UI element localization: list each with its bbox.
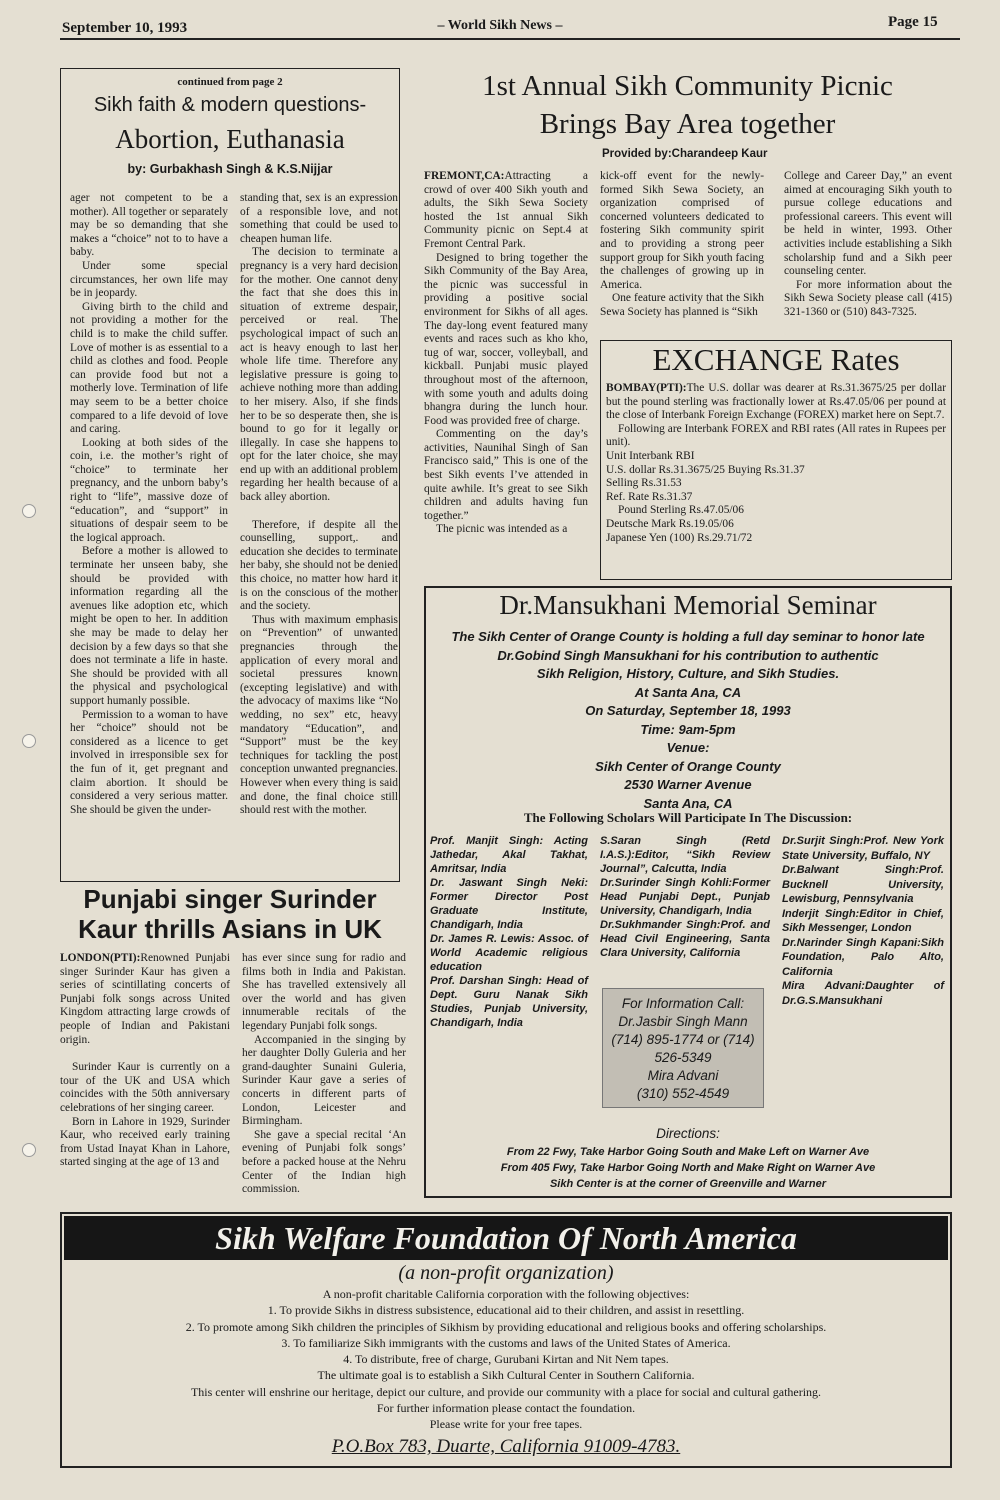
scholar-entry: Dr. James R. Lewis: Assoc. of World Academic religious education bbox=[430, 933, 588, 973]
header-paper-name: – World Sikh News – bbox=[437, 18, 563, 33]
exchange-line: Pound Sterling Rs.47.05/06 bbox=[618, 504, 744, 517]
seminar-scholars-column-1 bbox=[430, 834, 588, 1029]
singer-paragraph: LONDON(PTI):Renowned Punjabi singer Surinder Kaur has given a series of scintillating concerts of Punjabi folk songs across United Kingdom attracting large crowds of people of Indian and Pakistani origin. bbox=[60, 952, 230, 1046]
welfare-line: 4. To distribute, free of charge, Gurubani Kirtan and Nit Nem tapes. bbox=[343, 1352, 669, 1367]
welfare-line: The ultimate goal is to establish a Sikh Cultural Center in Southern California. bbox=[317, 1368, 695, 1383]
header-date: September 10, 1993 bbox=[62, 20, 188, 36]
exchange-body bbox=[606, 382, 946, 578]
welfare-objectives bbox=[64, 1286, 948, 1433]
abortion-paragraph: Looking at both sides of the coin, i.e. the mother’s right of “choice” to terminate her pregnancy, and the unborn baby’s right to “life”, massive doze of “education”, and “support” in situations of despair seem to be the logical approach. bbox=[70, 436, 228, 544]
scholar-entry: Dr. Jaswant Singh Neki: Former Director Post Graduate Institute, Chandigarh, India bbox=[430, 877, 588, 931]
exchange-title: EXCHANGE Rates bbox=[652, 342, 900, 377]
welfare-line: 1. To provide Sikhs in distress subsistence, educational aid to their children, and assist in resettling. bbox=[267, 1303, 745, 1318]
exchange-line: Japanese Yen (100) Rs.29.71/72 bbox=[606, 531, 753, 544]
welfare-address: P.O.Box 783, Duarte, California 91009-4783. bbox=[331, 1436, 681, 1457]
picnic-paragraph: College and Career Day,” an event aimed at encouraging Sikh youth to pursue college educations and professional careers. This event will be held in winter, 1993. Other activities include establishing a Sikh scholarship fund and a Sikh peer counseling center. bbox=[784, 170, 952, 278]
punch-hole bbox=[22, 504, 36, 518]
seminar-intro-line: Dr.Gobind Singh Mansukhani for his contribution to authentic bbox=[497, 647, 879, 663]
punch-hole bbox=[22, 734, 36, 748]
scholar-entry: Mira Advani:Daughter of Dr.G.S.Mansukhani bbox=[782, 980, 944, 1007]
direction-line: From 405 Fwy, Take Harbor Going North and Make Right on Warner Ave bbox=[500, 1162, 876, 1174]
seminar-intro-line: At Santa Ana, CA bbox=[634, 684, 742, 700]
welfare-line: For further information please contact the foundation. bbox=[376, 1401, 636, 1416]
singer-paragraph: has ever since sung for radio and films both in India and Pakistan. She has travelled extensively all over the world and has given innumerable recitals of the legendary Punjabi folk songs. bbox=[242, 952, 406, 1032]
info-line: (310) 552-4549 bbox=[636, 1086, 730, 1101]
exchange-intro-2: Following are Interbank FOREX and RBI rates (All rates in Rupees per unit). bbox=[606, 422, 946, 449]
welfare-line: 3. To familiarize Sikh immigrants with the customs and laws of the United States of America. bbox=[281, 1335, 731, 1350]
direction-line: From 22 Fwy, Take Harbor Going South and Make Left on Warner Ave bbox=[506, 1146, 870, 1158]
welfare-subtitle: (a non-profit organization) bbox=[398, 1262, 614, 1284]
abortion-paragraph: Therefore, if despite all the counselling, support,. and education she decides to terminate her baby, she should not be denied this choice, no matter how hard it is on the conscious of the mother and the society. bbox=[240, 518, 398, 613]
scholar-entry: Dr.Surinder Singh Kohli:Former Head Punjabi Dept., Punjab University, Chandigarh, India bbox=[600, 877, 770, 917]
seminar-intro-line: On Saturday, September 18, 1993 bbox=[585, 703, 791, 718]
exchange-line: Deutsche Mark Rs.19.05/06 bbox=[606, 517, 734, 530]
singer-title-line1: Punjabi singer Surinder bbox=[83, 884, 377, 914]
picnic-title-line1: 1st Annual Sikh Community Picnic bbox=[482, 70, 893, 102]
singer-paragraph: She gave a special recital ‘An evening of Punjabi folk songs’ before a packed house at the Nehru Center of the Indian high commission. bbox=[242, 1128, 406, 1196]
info-line: 526-5349 bbox=[654, 1050, 712, 1065]
scholar-entry: Prof. Manjit Singh: Acting Jathedar, Akal Takhat, Amritsar, India bbox=[430, 835, 588, 875]
seminar-scholars-column-2 bbox=[600, 834, 770, 974]
abortion-paragraph: Under some special circumstances, her own life may be in jeopardy. bbox=[70, 259, 228, 300]
picnic-credit: Provided by:Charandeep Kaur bbox=[602, 148, 768, 160]
abortion-paragraph: Permission to a woman to have her “choice” should not be considered as a licence to get involved in irresponsible sex for the fun of it, get pregnant and claim abortion. It should be considered a very serious matter. She should be given the under- bbox=[70, 708, 228, 816]
singer-title-line2: Kaur thrills Asians in UK bbox=[78, 914, 382, 944]
abortion-paragraph: Before a mother is allowed to terminate her unseen baby, she should be provided with information regarding all the avenues like adoption etc, which might be open to her. In addition she may be made to delay her decision by a few days so that she does not terminate a life in haste. She should be provided with all the physical and psychological support humanly possible. bbox=[70, 545, 228, 707]
picnic-column-3 bbox=[784, 170, 952, 336]
welfare-line: A non-profit charitable California corporation with the following objectives: bbox=[322, 1287, 690, 1301]
singer-column-1 bbox=[60, 952, 230, 1204]
scholar-entry: Dr.Balwant Singh:Prof. Bucknell University, Lewisburg, Pennsylvania bbox=[782, 864, 944, 905]
picnic-paragraph: FREMONT,CA:Attracting a crowd of over 400 Sikh youth and adults, the Sikh Sewa Society hosted the 1st annual Sikh Community picnic on Sept.4 at Fremont Central Park. bbox=[424, 170, 588, 250]
seminar-directions bbox=[424, 1144, 952, 1192]
abortion-paragraph: Thus with maximum emphasis on “Prevention” of unwanted pregnancies through the application of every moral and societal pressures known (excepting legislative) and with the advocacy of maxims like “No wedding, no sex” etc, heavy mandatory “Education”, and “Support” must be the key techniques for tackling the post conception unwanted pregnancies. However when every thing is said and done, the final choice still should rest with the mother. bbox=[240, 613, 398, 817]
abortion-title-line1: Sikh faith & modern questions- bbox=[93, 94, 367, 116]
exchange-line: U.S. dollar Rs.31.3675/25 Buying Rs.31.37 bbox=[606, 463, 805, 476]
scholar-entry: Dr.Narinder Singh Kapani:Sikh Foundation, Palo Alto, California bbox=[782, 936, 944, 978]
info-line: (714) 895-1774 or (714) bbox=[611, 1032, 755, 1047]
abortion-paragraph: standing that, sex is an expression of a responsible love, and not something that could be used to cheapen human life. bbox=[240, 192, 398, 245]
picnic-paragraph: One feature activity that the Sikh Sewa Society has planned is “Sikh bbox=[600, 292, 764, 318]
abortion-kicker: continued from page 2 bbox=[177, 76, 283, 88]
singer-dateline: LONDON(PTI): bbox=[60, 952, 141, 964]
scholar-entry: S.Saran Singh (Retd I.A.S.):Editor, “Sikh Review Journal”, Calcutta, India bbox=[600, 835, 770, 875]
picnic-paragraph: The picnic was intended as a bbox=[436, 523, 568, 536]
picnic-paragraph: Commenting on the day’s activities, Naunihal Singh of San Francisco said,” This is one of the best Sikh events I’ve attended in quite awhile. It’s great to see Sikh children and adults having fun together.” bbox=[424, 428, 588, 522]
info-line: Dr.Jasbir Singh Mann bbox=[618, 1014, 748, 1029]
seminar-scholars-column-3 bbox=[782, 834, 944, 1054]
seminar-intro-line: The Sikh Center of Orange County is holding a full day seminar to honor late bbox=[451, 629, 925, 644]
seminar-intro-line: Sikh Center of Orange County bbox=[595, 758, 781, 774]
seminar-intro-line: Time: 9am-5pm bbox=[640, 721, 736, 737]
exchange-line: Selling Rs.31.53 bbox=[606, 477, 682, 490]
exchange-line: Ref. Rate Rs.31.37 bbox=[606, 490, 693, 503]
welfare-title: Sikh Welfare Foundation Of North America bbox=[64, 1216, 948, 1260]
picnic-paragraph: Designed to bring together the Sikh Community of the Bay Area, the picnic was successful in providing a positive social environment for Sikhs of all ages. The day-long event featured many events and races such as kho kho, tug of war, soccer, volleyball, and kickball. Punjabi music played throughout most of the afternoon, with some youth and adults doing bhangra during the lunch hour. Food was provided free of charge. bbox=[424, 251, 588, 427]
singer-paragraph: Accompanied in the singing by her daughter Dolly Guleria and her grand-daughter Sunaini Guleria, Surinder Kaur gave a series of concerts in different parts of London, Leicester and Birmingham. bbox=[242, 1033, 406, 1128]
exchange-intro: BOMBAY(PTI):The U.S. dollar was dearer at Rs.31.3675/25 per dollar but the pound sterling was fractionally lower at Rs.47.05/06 per pound at the close of Interbank Foreign Exchange (FOREX) market here on Sept.7. bbox=[606, 382, 946, 422]
info-line: For Information Call: bbox=[621, 996, 745, 1011]
abortion-byline: by: Gurbakhash Singh & K.S.Nijjar bbox=[127, 162, 333, 176]
picnic-dateline: FREMONT,CA: bbox=[424, 170, 505, 182]
seminar-intro-line: Sikh Religion, History, Culture, and Sikh Studies. bbox=[536, 666, 840, 681]
seminar-title: Dr.Mansukhani Memorial Seminar bbox=[499, 590, 877, 620]
seminar-scholars-heading: The Following Scholars Will Participate In The Discussion: bbox=[523, 810, 853, 825]
abortion-paragraph: ager not competent to be a mother). All together or separately may be so demanding that she makes a “choice” not to to have a baby. bbox=[70, 192, 228, 259]
info-line: Mira Advani bbox=[647, 1068, 719, 1083]
seminar-intro-line: Venue: bbox=[666, 740, 710, 755]
scholar-entry: Dr.Sukhmander Singh:Prof. and Head Civil Engineering, Santa Clara University, California bbox=[600, 919, 770, 959]
exchange-dateline: BOMBAY(PTI): bbox=[606, 382, 687, 394]
seminar-info-box bbox=[602, 988, 764, 1108]
abortion-column-1 bbox=[70, 192, 228, 882]
welfare-line: 2. To promote among Sikh children the principles of Sikhism by providing educational and religious books and offering scholarships. bbox=[185, 1319, 827, 1334]
scholar-entry: Prof. Darshan Singh: Head of Dept. Guru Nanak Sikh Studies, Punjab University, Chandigarh, India bbox=[430, 975, 588, 1029]
direction-line: Sikh Center is at the corner of Greenville and Warner bbox=[549, 1178, 827, 1190]
scholar-entry: Inderjit Singh:Editor in Chief, Sikh Messenger, London bbox=[782, 907, 944, 934]
abortion-column-2 bbox=[240, 192, 398, 882]
exchange-line: Unit Interbank RBI bbox=[606, 449, 695, 462]
seminar-intro bbox=[430, 628, 946, 813]
scholar-entry: Dr.Surjit Singh:Prof. New York State University, Buffalo, NY bbox=[782, 835, 944, 862]
seminar-intro-line: 2530 Warner Avenue bbox=[624, 777, 752, 792]
picnic-paragraph: For more information about the Sikh Sewa Society please call (415) 321-1360 or (510) 843-7325. bbox=[784, 278, 952, 318]
header-rule bbox=[60, 38, 960, 40]
welfare-line: Please write for your free tapes. bbox=[429, 1417, 583, 1432]
seminar-intro-line: Santa Ana, CA bbox=[643, 795, 733, 811]
header-page-number: Page 15 bbox=[888, 14, 938, 30]
seminar-directions-heading: Directions: bbox=[656, 1126, 720, 1141]
punch-hole bbox=[22, 1143, 36, 1157]
picnic-column-1 bbox=[424, 170, 588, 580]
abortion-paragraph: The decision to terminate a pregnancy is a very hard decision for the mother. One cannot deny the fact that she does this in situation of extreme despair, perceived or real. The psychological impact of such an act is heavy enough to last her whole life time. Therefore any legislative pressure is going to achieve nothing more than adding to her misery. Also, if she finds her to be so desperate then, she is bound to go for it legally or illegally. In case she happens to opt for the later choice, she may end up with an additional problem regarding her health because of a back alley abortion. bbox=[240, 246, 398, 504]
singer-column-2 bbox=[242, 952, 406, 1204]
abortion-paragraph: Giving birth to the child and not providing a mother for the child is to make the child suffer. Love of mother is as essential to a child as clothes and food. People can provide food but not a motherly love. Termination of life may seem to be a better choice compared to a life devoid of love and caring. bbox=[70, 300, 228, 436]
abortion-title-line2: Abortion, Euthanasia bbox=[115, 124, 345, 154]
singer-paragraph: Surinder Kaur is currently on a tour of the UK and USA which coincides with the 50th anniversary celebrations of her singing career. bbox=[60, 1061, 230, 1114]
picnic-title-line2: Brings Bay Area together bbox=[539, 108, 836, 140]
singer-paragraph: Born in Lahore in 1929, Surinder Kaur, who received early training from Ustad Inayat Khan in Lahore, started singing at the age of 13 and bbox=[60, 1115, 230, 1169]
picnic-paragraph: kick-off event for the newly-formed Sikh Sewa Society, an organization comprised of concerned volunteers dedicated to fostering Sikh community spirit and to providing a strong peer support group for Sikh youth facing the challenges of growing up in America. bbox=[600, 170, 764, 291]
picnic-column-2 bbox=[600, 170, 764, 336]
welfare-line: This center will enshrine our heritage, depict our culture, and provide our community with a place for social and cultural gathering. bbox=[190, 1384, 822, 1399]
